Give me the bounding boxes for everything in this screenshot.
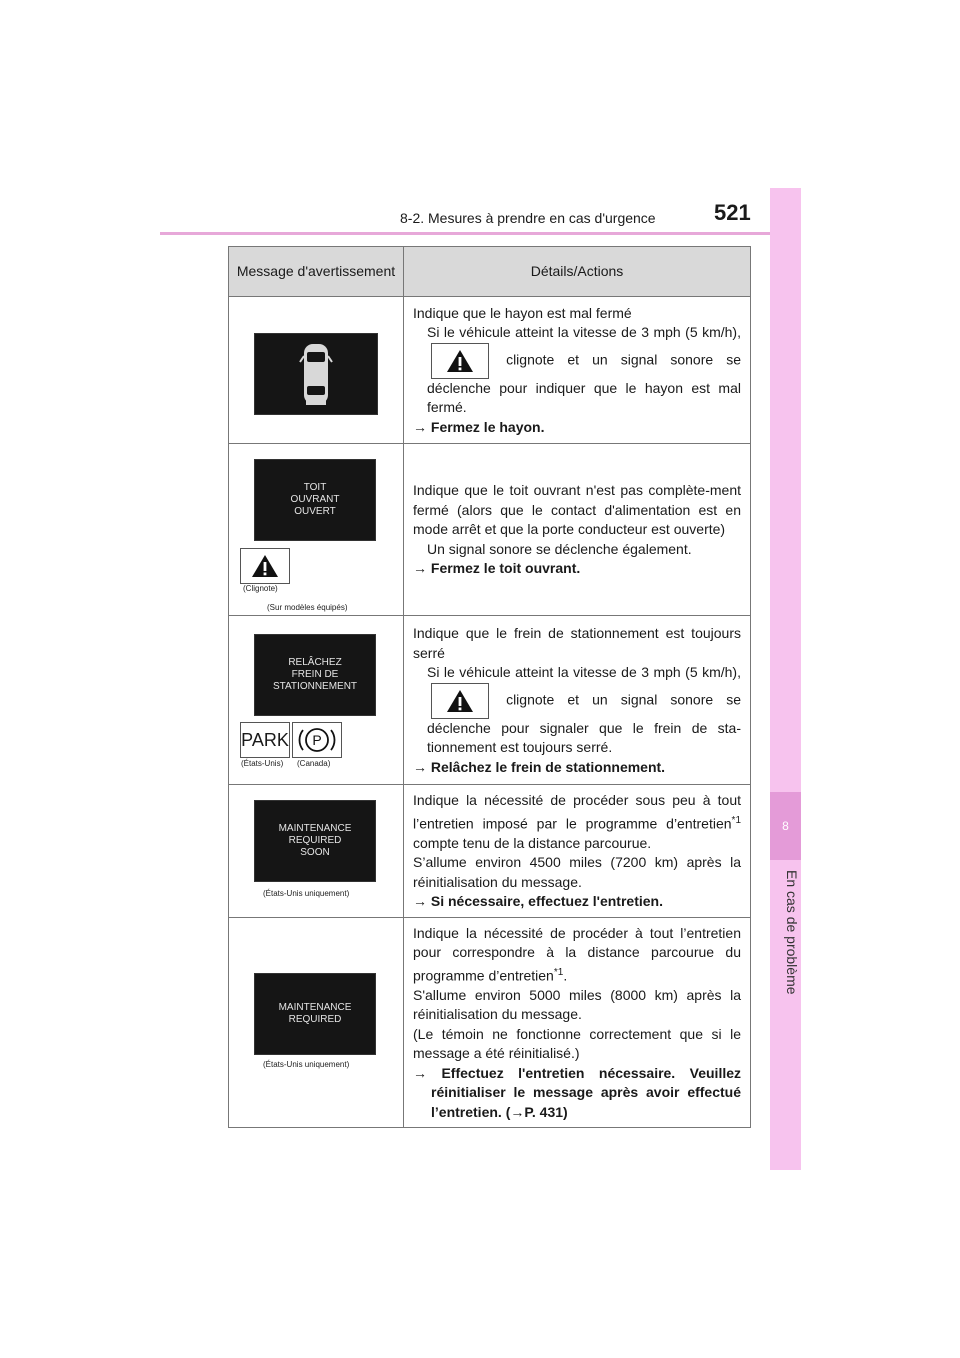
detail-text: Indique la nécessité de procéder sous peu à tout l’entretien imposé par le programme d’entretien: [413, 792, 741, 832]
footnote-ref: *1: [731, 814, 741, 826]
us-only-caption: (États-Unis uniquement): [263, 889, 350, 898]
detail-text: Indique que le frein de stationnement est toujours serré: [413, 625, 741, 661]
action-label: Relâchez le frein de stationnement.: [430, 758, 666, 775]
detail-text: compte tenu de la distance parcourue.: [413, 834, 652, 851]
table-row: [229, 444, 751, 616]
detail-text: clignote et un signal sonore se déclenche pour signaler que le frein de sta-tionnement est toujours serré.: [427, 691, 742, 755]
maintenance-required-display: MAINTENANCE REQUIRED: [254, 973, 376, 1055]
detail-text: Indique que le hayon est mal fermé: [413, 304, 632, 321]
action-text: → Relâchez le frein de stationnement.: [413, 758, 666, 775]
warning-message-table: [228, 246, 751, 1128]
chapter-side-tab: [770, 188, 801, 1170]
section-title: 8-2. Mesures à prendre en cas d'urgence: [400, 210, 656, 226]
canada-caption: (Canada): [297, 759, 331, 768]
warning-image-cell: [229, 297, 404, 444]
action-label: Fermez le toit ouvrant.: [430, 560, 581, 577]
details-cell: [404, 444, 751, 616]
warning-image-cell: [229, 616, 404, 785]
detail-text: clignote et un signal sonore se déclenche pour indiquer que le hayon est mal fermé.: [427, 351, 742, 416]
col-header-message: Message d'avertissement: [229, 247, 404, 297]
detail-text: Si le véhicule atteint la vitesse de 3 mph (5 km/h),: [427, 664, 741, 680]
sunroof-display: TOIT OUVRANT OUVERT: [254, 459, 376, 541]
detail-text: Indique que le toit ouvrant n'est pas complète-ment fermé (alors que le contact d'alimentation est en mode arrêt et que la porte conducteur est ouverte): [413, 482, 741, 538]
detail-text: (Le témoin ne fonctionne correctement que si le message a été réinitialisé.): [413, 1025, 741, 1062]
details-cell: [404, 917, 751, 1128]
warning-image-cell: [229, 785, 404, 918]
warning-triangle-icon: [431, 343, 489, 379]
parking-brake-display: RELÂCHEZ FREIN DE STATIONNEMENT: [254, 634, 376, 716]
tailgate-display: [254, 333, 378, 415]
detail-text: Indique la nécessité de procéder à tout l’entretien pour correspondre à la distance parcourue du programme d’entretien: [413, 924, 741, 984]
action-text: → Fermez le toit ouvrant.: [413, 560, 581, 577]
detail-text: Un signal sonore se déclenche également.: [427, 540, 692, 557]
table-row: [229, 917, 751, 1128]
col-header-details: Détails/Actions: [404, 247, 751, 297]
table-row: [229, 616, 751, 785]
warning-triangle-icon: [240, 548, 290, 584]
warning-image-cell: [229, 444, 404, 616]
action-label: Effectuez l'entretien nécessaire. Veuillez réinitialiser le message après avoir effectué l’entretien.: [431, 1064, 742, 1120]
park-indicator-icon: PARK: [240, 722, 290, 758]
chapter-label: En cas de problème: [784, 870, 800, 995]
warning-triangle-icon: [431, 683, 489, 719]
detail-text: S’allume environ 4500 miles (7200 km) après la réinitialisation du message.: [413, 854, 741, 890]
details-cell: [404, 616, 751, 785]
footnote-ref: *1: [553, 966, 564, 978]
maintenance-soon-display: MAINTENANCE REQUIRED SOON: [254, 800, 376, 882]
blink-caption: (Clignote): [243, 584, 278, 593]
detail-text: Si le véhicule atteint la vitesse de 3 mph (5 km/h),: [427, 324, 741, 341]
header-rule: [160, 232, 800, 235]
chapter-number: 8: [770, 792, 801, 860]
details-cell: [404, 785, 751, 918]
action-text: → Fermez le hayon.: [413, 418, 545, 435]
brake-p-indicator-icon: [292, 722, 342, 758]
detail-text: [413, 323, 741, 418]
car-tailgate-open-icon: [296, 338, 336, 410]
table-row: [229, 785, 751, 918]
action-text: → Si nécessaire, effectuez l'entretien.: [413, 893, 663, 910]
table-header-row: [229, 247, 751, 297]
detail-text: S'allume environ 5000 miles (8000 km) après la réinitialisation du message.: [413, 986, 741, 1023]
action-label: Fermez le hayon.: [430, 418, 545, 435]
p-letter: P: [312, 732, 322, 748]
action-text: → Effectuez l'entretien nécessaire. Veuillez réinitialiser le message après avoir effectué l’entretien. (→P. 431): [413, 1064, 742, 1120]
table-row: [229, 297, 751, 444]
page-number: 521: [714, 200, 751, 225]
us-only-caption: (États-Unis uniquement): [263, 1059, 350, 1069]
equipped-caption: (Sur modèles équipés): [267, 603, 348, 612]
detail-text: [413, 791, 741, 853]
detail-text: Indique la nécessité de procéder à tout l’entretien pour correspondre à la distance parcourue du programme d’entretien$^{*1}$.: [413, 924, 741, 984]
action-label: Si nécessaire, effectuez l'entretien.: [430, 893, 663, 910]
detail-text: [413, 663, 741, 758]
page-reference: (→P. 431): [505, 1103, 568, 1120]
us-caption: (États-Unis): [241, 759, 284, 768]
warning-image-cell: [229, 917, 404, 1128]
details-cell: [404, 297, 751, 444]
